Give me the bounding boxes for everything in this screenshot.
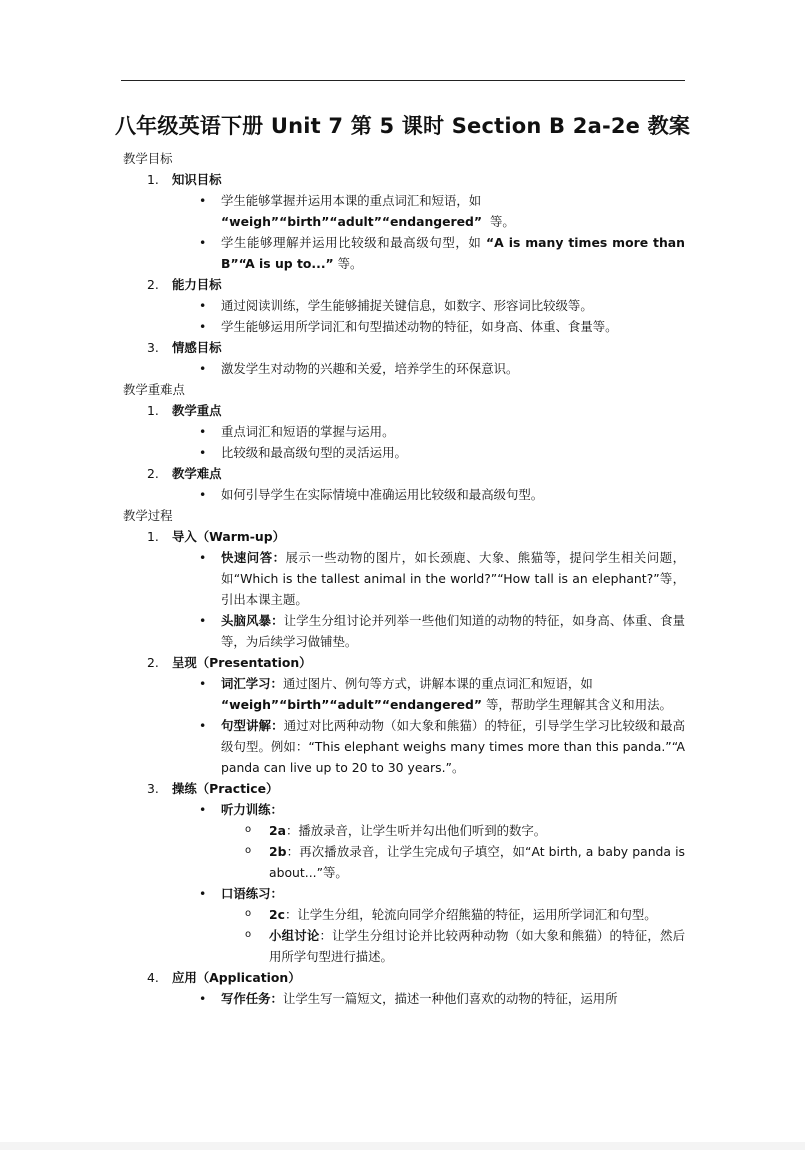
- section-heading-key-points: 教学重难点: [123, 382, 185, 397]
- ability-goals-heading: [123, 274, 685, 295]
- item-label: 2a: [269, 823, 286, 838]
- subheading: 能力目标: [172, 277, 222, 292]
- knowledge-goals-heading: [123, 169, 685, 190]
- list-item: • 通过阅读训练，学生能够捕捉关键信息，如数字、形容词比较级等。: [221, 295, 685, 316]
- subheading: 导入（Warm-up）: [172, 529, 286, 544]
- list-item: [221, 883, 685, 904]
- list-number: 1.: [147, 403, 159, 418]
- list-number: 3.: [147, 781, 159, 796]
- list-item: • 激发学生对动物的兴趣和关爱，培养学生的环保意识。: [221, 358, 685, 379]
- item-label: 头脑风暴：: [221, 613, 284, 628]
- list-item: [221, 610, 685, 652]
- list-item: [221, 715, 685, 778]
- item-text: 展示一些动物的图片，如长颈鹿、大象、熊猫等，提问学生相关问题，如“Which is the tallest animal in the world?”“How tall is an elephant?”等，引出本课主题。: [221, 550, 685, 607]
- item-text: 学生能够掌握并运用本课的重点词汇和短语，如: [221, 193, 482, 208]
- list-number: 1.: [147, 172, 159, 187]
- item-text: 让学生分组讨论并列举一些他们知道的动物的特征，如身高、体重、食量等，为后续学习做铺垫。: [221, 613, 686, 649]
- subheading: 操练（Practice）: [172, 781, 279, 796]
- item-text: 等，帮助学生理解其含义和用法。: [486, 697, 672, 712]
- list-number: 2.: [147, 466, 159, 481]
- item-label: 口语练习：: [221, 886, 283, 901]
- presentation-heading: [123, 652, 685, 673]
- subheading: 呈现（Presentation）: [172, 655, 312, 670]
- item-label: 2b: [269, 844, 287, 859]
- item-text: ：再次播放录音，让学生完成句子填空，如“At birth, a baby panda is about...”等。: [269, 844, 685, 880]
- item-label: 快速问答：: [221, 550, 286, 565]
- list-item: [221, 232, 685, 274]
- item-bold-text: “weigh”“birth”“adult”“endangered”: [221, 214, 483, 229]
- list-number: 1.: [147, 529, 159, 544]
- list-number: 4.: [147, 970, 159, 985]
- list-item: • 学生能够运用所学词汇和句型描述动物的特征，如身高、体重、食量等。: [221, 316, 685, 337]
- subheading: 教学难点: [172, 466, 222, 481]
- list-item: • 如何引导学生在实际情境中准确运用比较级和最高级句型。: [221, 484, 685, 505]
- application-heading: [123, 967, 685, 988]
- item-label: 句型讲解：: [221, 718, 284, 733]
- section-heading-goals: 教学目标: [123, 151, 173, 166]
- list-item: [221, 190, 685, 232]
- item-text: 等。: [337, 256, 363, 271]
- list-item: [221, 673, 685, 715]
- document-body: [123, 148, 685, 1009]
- list-number: 2.: [147, 277, 159, 292]
- header-rule: [121, 80, 685, 81]
- sub-list-item: [269, 841, 685, 883]
- item-text: 通过图片、例句等方式，讲解本课的重点词汇和短语，如: [282, 676, 593, 691]
- sub-list-item: [269, 820, 685, 841]
- item-text: 让学生写一篇短文，描述一种他们喜欢的动物的特征，运用所: [282, 991, 618, 1006]
- item-text: 学生能够理解并运用比较级和最高级句型，如: [221, 235, 482, 250]
- list-number: 2.: [147, 655, 159, 670]
- item-label: 词汇学习：: [221, 676, 283, 691]
- item-bold-text: “A is many times more than B”“A is up to...”: [221, 235, 685, 271]
- section-heading-process: 教学过程: [123, 508, 173, 523]
- item-text: 通过对比两种动物（如大象和熊猫）的特征，引导学生学习比较级和最高级句型。例如：“This elephant weighs many times more than this panda.”“A panda can live up to 20 to 30 years.”。: [221, 718, 686, 775]
- item-label: 听力训练：: [221, 802, 283, 817]
- emotion-goals-heading: [123, 337, 685, 358]
- item-label: 写作任务：: [221, 991, 283, 1006]
- item-label: 小组讨论: [269, 928, 320, 943]
- subheading: 知识目标: [172, 172, 222, 187]
- subheading: 应用（Application）: [172, 970, 301, 985]
- item-text: ：让学生分组讨论并比较两种动物（如大象和熊猫）的特征，然后用所学句型进行描述。: [269, 928, 686, 964]
- key-points-heading: [123, 400, 685, 421]
- item-text: ：让学生分组，轮流向同学介绍熊猫的特征，运用所学词汇和句型。: [284, 907, 657, 922]
- list-number: 3.: [147, 340, 159, 355]
- item-text: ：播放录音，让学生听并勾出他们听到的数字。: [285, 823, 547, 838]
- document-title: 八年级英语下册 Unit 7 第 5 课时 Section B 2a-2e 教案: [114, 114, 691, 138]
- list-item: • 比较级和最高级句型的灵活运用。: [221, 442, 685, 463]
- sub-list-item: [269, 925, 685, 967]
- warm-up-heading: [123, 526, 685, 547]
- subheading: 情感目标: [172, 340, 222, 355]
- list-item: • 重点词汇和短语的掌握与运用。: [221, 421, 685, 442]
- sub-list-item: [269, 904, 685, 925]
- difficult-points-heading: [123, 463, 685, 484]
- item-label: 2c: [269, 907, 285, 922]
- item-text: 等。: [489, 214, 515, 229]
- list-item: [221, 547, 685, 610]
- practice-heading: [123, 778, 685, 799]
- list-item: [221, 799, 685, 820]
- subheading: 教学重点: [172, 403, 222, 418]
- item-bold-text: “weigh”“birth”“adult”“endangered”: [221, 697, 483, 712]
- list-item: [221, 988, 685, 1009]
